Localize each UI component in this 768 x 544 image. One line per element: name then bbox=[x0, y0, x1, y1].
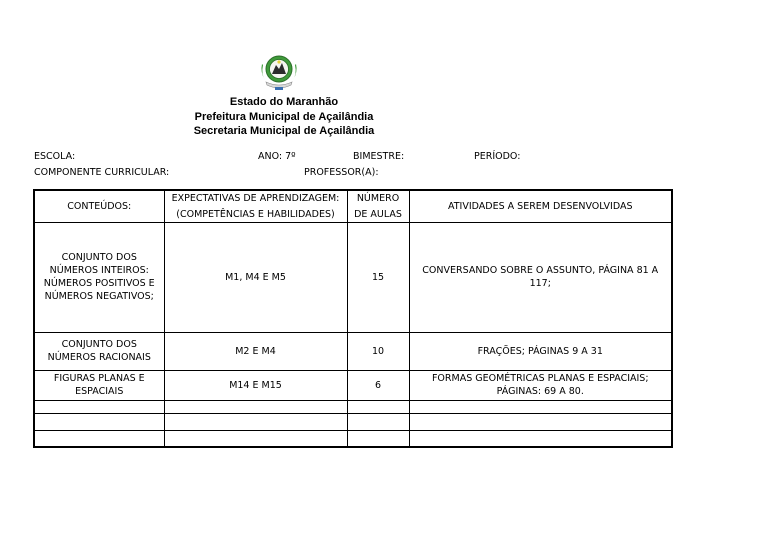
row2-conteudo: CONJUNTO DOS NÚMEROS RACIONAIS bbox=[34, 332, 164, 370]
row2-aulas: 10 bbox=[347, 332, 409, 370]
municipal-seal-icon bbox=[258, 50, 300, 94]
empty-cell bbox=[164, 400, 347, 413]
row3-expectativa: M14 E M15 bbox=[164, 370, 347, 400]
empty-cell bbox=[347, 430, 409, 447]
empty-cell bbox=[34, 430, 164, 447]
empty-cell bbox=[347, 400, 409, 413]
header-state: Estado do Maranhão bbox=[229, 96, 339, 108]
empty-cell bbox=[409, 413, 672, 430]
row1-expectativa: M1, M4 E M5 bbox=[164, 222, 347, 332]
row3-aulas: 6 bbox=[347, 370, 409, 400]
empty-row bbox=[34, 413, 672, 430]
table-row bbox=[34, 222, 672, 332]
empty-row bbox=[34, 430, 672, 447]
empty-cell bbox=[34, 400, 164, 413]
escola-label: ESCOLA: bbox=[34, 151, 76, 162]
header-numero bbox=[347, 190, 409, 222]
empty-cell bbox=[164, 413, 347, 430]
header-conteudos: CONTEÚDOS: bbox=[34, 190, 164, 222]
header-numero-line2: DE AULAS bbox=[354, 208, 402, 220]
row2-expectativa: M2 E M4 bbox=[164, 332, 347, 370]
header-expectativas-line1: EXPECTATIVAS DE APRENDIZAGEM: bbox=[171, 192, 340, 204]
table-row bbox=[34, 332, 672, 370]
componente-label: COMPONENTE CURRICULAR: bbox=[34, 167, 170, 178]
ano-label: ANO: 7º bbox=[258, 151, 296, 162]
header-expectativas-line2: (COMPETÊNCIAS E HABILIDADES) bbox=[176, 208, 335, 220]
table-header-row bbox=[34, 190, 672, 222]
header-prefecture: Prefeitura Municipal de Açailândia bbox=[194, 111, 374, 123]
empty-row bbox=[34, 400, 672, 413]
header-expectativas bbox=[164, 190, 347, 222]
row3-conteudo: FIGURAS PLANAS E ESPACIAIS bbox=[34, 370, 164, 400]
empty-cell bbox=[347, 413, 409, 430]
empty-cell bbox=[164, 430, 347, 447]
empty-cell bbox=[409, 430, 672, 447]
planning-table bbox=[33, 189, 673, 448]
row1-aulas: 15 bbox=[347, 222, 409, 332]
empty-cell bbox=[34, 413, 164, 430]
row1-atividade: CONVERSANDO SOBRE O ASSUNTO, PÁGINA 81 A 117; bbox=[409, 222, 672, 332]
empty-cell bbox=[409, 400, 672, 413]
bimestre-label: BIMESTRE: bbox=[353, 151, 405, 162]
header-secretariat: Secretaria Municipal de Açailândia bbox=[193, 125, 375, 137]
header-atividades: ATIVIDADES A SEREM DESENVOLVIDAS bbox=[409, 190, 672, 222]
row1-conteudo: CONJUNTO DOS NÚMEROS INTEIROS: NÚMEROS POSITIVOS E NÚMEROS NEGATIVOS; bbox=[34, 222, 164, 332]
table-row bbox=[34, 370, 672, 400]
professor-label: PROFESSOR(A): bbox=[304, 167, 379, 178]
row3-atividade: FORMAS GEOMÉTRICAS PLANAS E ESPACIAIS; PÁGINAS: 69 A 80. bbox=[409, 370, 672, 400]
header-numero-line1: NÚMERO bbox=[356, 192, 400, 204]
periodo-label: PERÍODO: bbox=[474, 151, 521, 162]
row2-atividade: FRAÇÕES; PÁGINAS 9 A 31 bbox=[409, 332, 672, 370]
